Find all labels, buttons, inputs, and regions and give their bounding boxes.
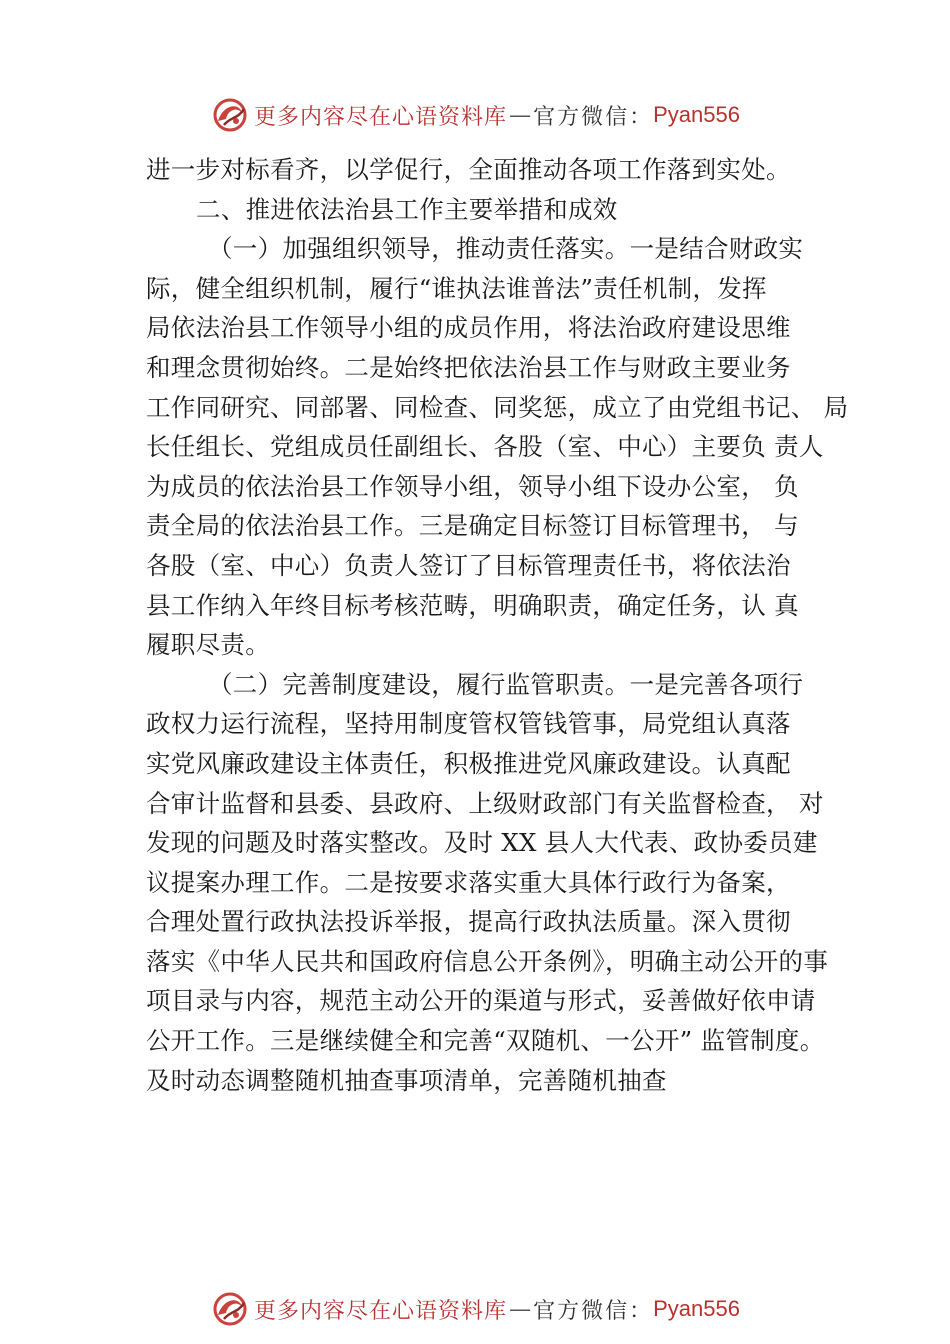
text-line: 项目录与内容，规范主动公开的渠道与形式，妥善做好依申请 [146, 986, 816, 1016]
text-line: 长任组长、党组成员任副组长、各股（室、中心）主要负 责人 [146, 432, 824, 462]
watermark-brand: 更多内容尽在心语资料库 [254, 1298, 508, 1324]
header-watermark [0, 92, 950, 138]
text-line: 各股（室、中心）负责人签订了目标管理责任书，将依法治 [146, 550, 791, 580]
text-line: 合理处置行政执法投诉举报，提高行政执法质量。深入贯彻 [146, 907, 791, 937]
text-line: 落实《中华人民共和国政府信息公开条例》，明确主动公开的事 [146, 946, 829, 976]
watermark-account: Pyan556 [653, 102, 740, 127]
text-line: 责全局的依法治县工作。三是确定目标签订目标管理书， 与 [146, 511, 799, 541]
swirl-logo-icon [210, 95, 250, 135]
watermark-separator: — [509, 102, 532, 128]
text-line: 合审计监督和县委、县政府、上级财政部门有关监督检查， 对 [146, 788, 824, 818]
text-line: 实党风廉政建设主体责任，积极推进党风廉政建设。认真配 [146, 748, 791, 778]
swirl-logo-icon [210, 1289, 250, 1329]
text-line: 工作同研究、同部署、同检查、同奖惩，成立了由党组书记、 局 [146, 392, 849, 422]
text-line: 为成员的依法治县工作领导小组，领导小组下设办公室， 负 [146, 471, 799, 501]
text-line: 履职尽责。 [146, 630, 270, 660]
text-line: 和理念贯彻始终。二是始终把依法治县工作与财政主要业务 [146, 352, 791, 382]
text-line: 政权力运行流程，坚持用制度管权管钱管事，局党组认真落 [146, 709, 791, 739]
text-line: 议提案办理工作。二是按要求落实重大具体行政行为备案， [146, 867, 791, 897]
text-line: 进一步对标看齐，以学促行，全面推动各项工作落到实处。 [146, 155, 791, 184]
watermark-account: Pyan556 [653, 1296, 740, 1321]
text-line: 局依法治县工作领导小组的成员作用，将法治政府建设思维 [146, 313, 791, 343]
text-line: （二）完善制度建设，履行监管职责。一是完善各项行 [208, 669, 804, 699]
text-line: 及时动态调整随机抽查事项清单，完善随机抽查 [146, 1065, 667, 1095]
text-line: 县工作纳入年终目标考核范畴，明确职责，确定任务，认 真 [146, 590, 799, 620]
watermark-separator: — [509, 1296, 532, 1322]
watermark-brand: 更多内容尽在心语资料库 [254, 104, 508, 130]
watermark-official-label: 官方微信： [533, 104, 654, 130]
section-heading: 二、推进依法治县工作主要举措和成效 [196, 194, 618, 224]
text-line: 发现的问题及时落实整改。及时 XX 县人大代表、政协委员建 [146, 828, 818, 858]
text-line: 公开工作。三是继续健全和完善“双随机、一公开” 监管制度。 [146, 1026, 825, 1056]
text-line: （一）加强组织领导，推动责任落实。一是结合财政实 [208, 234, 804, 264]
footer-watermark [0, 1286, 950, 1332]
text-line: 际，健全组织机制，履行“谁执法谁普法”责任机制，发挥 [146, 273, 767, 303]
document-body [146, 150, 849, 1100]
watermark-official-label: 官方微信： [533, 1298, 654, 1324]
